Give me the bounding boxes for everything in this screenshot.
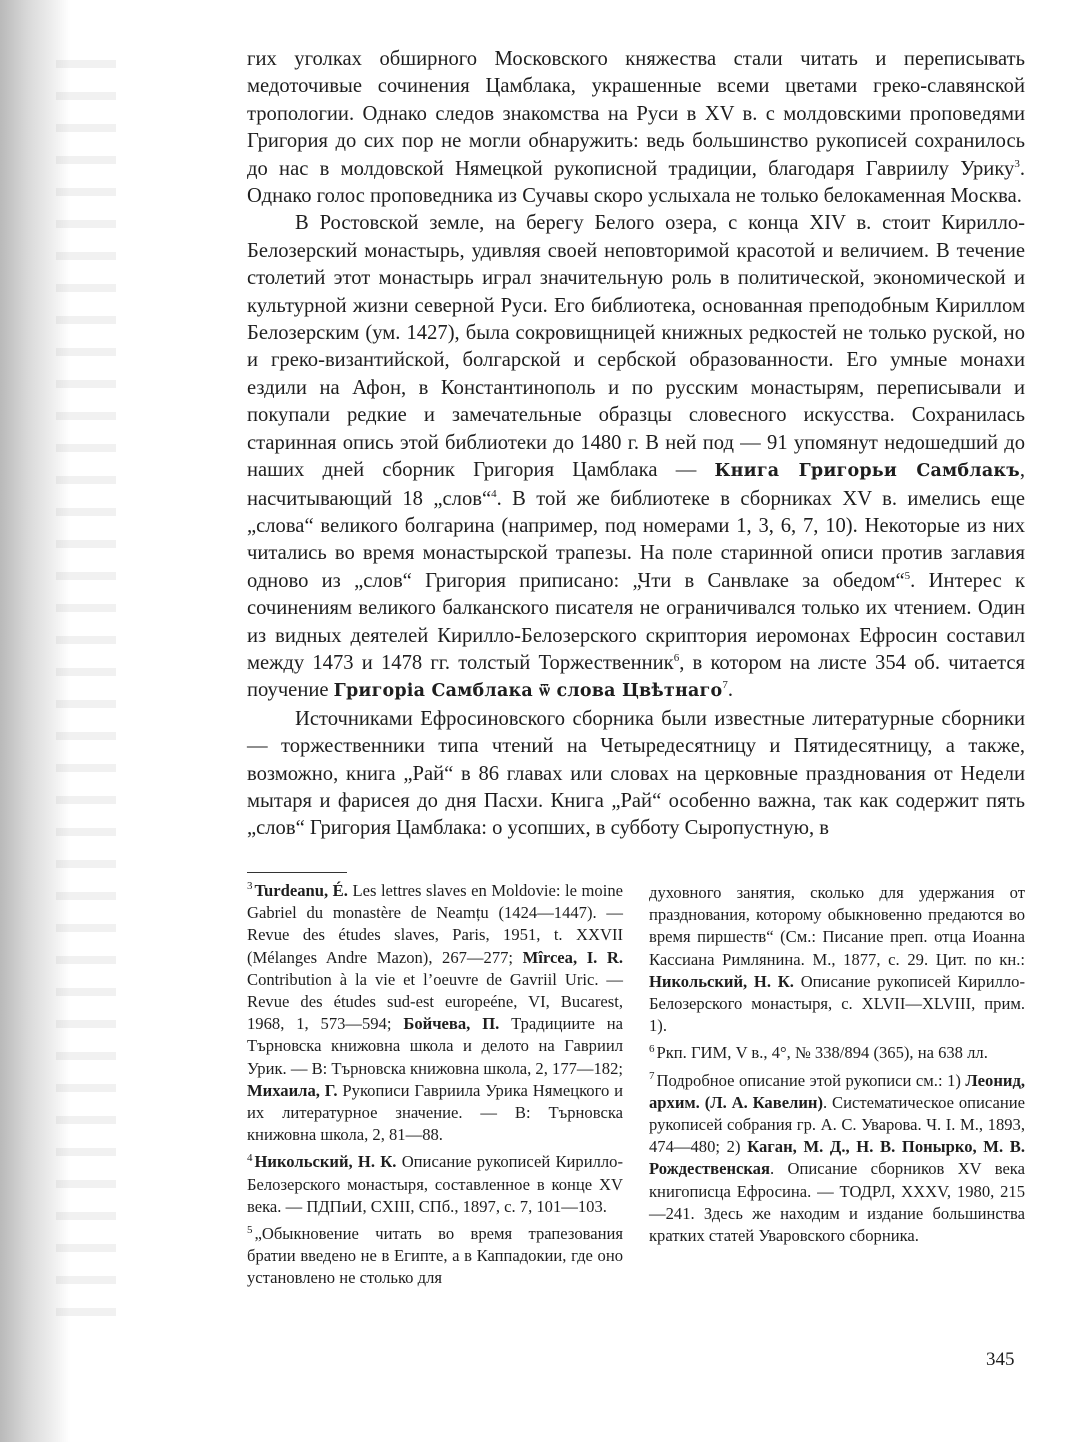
- author-name: Михаила, Г.: [247, 1080, 338, 1100]
- text-run: Подробное описание этой рукописи см.: 1): [656, 1070, 966, 1090]
- footnotes-right-column: [649, 882, 1025, 1247]
- footnote-ref: 5: [904, 569, 911, 582]
- facing-page-bleed-through: [56, 60, 116, 1340]
- footnote-ref: 3: [1014, 157, 1020, 170]
- text-run: Описание рукописей Кирилло-Белозерского монастыря, составленное в конце XV века. — ПДПиИ, CXIII, СПб., 1897, с. 7, 101—103.: [247, 1152, 623, 1216]
- paragraph: [247, 46, 1025, 210]
- author-name: Каган, М. Д., Н. В. Понырко, М. В. Рождественская: [649, 1137, 1025, 1179]
- text-run: . Описание сборников XV века книгописца Ефросина. — ТОДРЛ, XXXV, 1980, 215—241. Здесь же находим и издание большинства кратких статей Уваровского сборника.: [649, 1159, 1025, 1246]
- text-run: , в котором на листе 354 об. читается поучение: [247, 651, 1025, 702]
- author-name: Никольский, Н. К.: [254, 1152, 397, 1172]
- author-name: Turdeanu, É.: [254, 881, 348, 900]
- footnote: [247, 1223, 623, 1290]
- text-run: . Интерес к сочинениям великого балканского писателя не ограничивался только их чтением. Один из видных деятелей Кирилло-Белозерского скриптория иеромонах Ефросин составил между 1473 и 1478 гг. толстый Торжественник: [247, 569, 1025, 674]
- footnote-number: 7: [649, 1070, 655, 1083]
- footnote-ref: 4: [491, 487, 497, 500]
- main-text: [247, 46, 1025, 843]
- footnote-number: 4: [247, 1151, 253, 1164]
- text-run: Рукописи Гавриила Урика Нямецкого и их литературное значение. — В: Търновска книжовна школа, 2, 81—88.: [247, 1080, 623, 1145]
- footnote-separator: [247, 872, 347, 873]
- footnote-number: 3: [247, 880, 253, 893]
- text-run: .: [727, 679, 733, 702]
- footnote: [247, 1151, 623, 1218]
- church-slavonic-title: Григоріа Самблака ѿ слова Цвѣтнаго: [333, 681, 723, 702]
- text-run: В Ростовской земле, на берегу Белого озера, с конца XIV в. стоит Кирилло-Белозерский монастырь, удивляя своей неповторимой красотой и величием. В течение столетий этот монастырь играл значительную роль в политической, экономической и культурной жизни северной Руси. Его библиотека, основанная преподобным Кириллом Белозерским (ум. 1427), была сокровищницей книжных редкостей не только руской, но и греко-византийской, болгарской и сербской образованности. Его умные монахи ездили на Афон, в Константинополь и по русским монастырям, переписывали и покупали редкие и замечательные образцы словесного искусства. Сохранилась старинная опись этой библиотеки до 1480 г. В ней под — 91 упомянут недошедший до наших дней сборник Григория Цамблака —: [247, 212, 1025, 482]
- footnote: [649, 1070, 1025, 1248]
- text-run: Ркп. ГИМ, V в., 4°, № 338/894 (365), на 638 лл.: [656, 1043, 988, 1063]
- text-run: . В той же библиотеке в сборниках XV в. имелись еще „слова“ великого болгарина (например, под номерами 1, 3, 6, 7, 10). Некоторые из них читались во время монастырской трапезы. На поле старинной описи против заглавия одново из „слов“ Григория приписано: „Чти в Санвлаке за обедом“: [247, 487, 1025, 592]
- text-run: гих уголках обширного Московского княжества стали читать и переписывать медоточивые сочинения Цамблака, украшенные всеми цветами греко-славянской тропологии. Однако следов знакомства на Руси в XV в. с молдовскими проповедями Григория до сих пор не могли обнаружить: ведь большинство рукописей сохранилось до нас в молдовской Нямецкой рукописной традиции, благодаря Гавриилу Урику: [247, 48, 1025, 180]
- text-run: . Систематическое описание рукописей собрания гр. А. С. Уварова. Ч. I. М., 1893, 474—480; 2): [649, 1092, 1025, 1157]
- footnote-ref: 6: [673, 652, 680, 665]
- paragraph: [247, 210, 1025, 705]
- text-run: Источниками Ефросиновского сборника были известные литературные сборники — торжественники типа чтений на Четыредесятницу и Пятидесятницу, а также, возможно, книга „Рай“ в 86 главах или словах на церковные празднования от Недели мытаря и фарисея до дня Пасхи. Книга „Рай“ особенно важна, так как содержит пять „слов“ Григория Цамблака: о усопших, в субботу Сыропустную, в: [247, 707, 1025, 840]
- text-run: духовного занятия, сколько для удержания от празднования, которому обыкновенно предаются во время пиршеств“ (См.: Писание преп. отца Иоанна Кассиана Римлянина. М., 1877, с. 29. Цит. по кн.:: [649, 883, 1025, 969]
- page-number: 345: [986, 1349, 1015, 1370]
- footnote-number: 6: [649, 1042, 655, 1055]
- text-run: . Однако голос проповедника из Сучавы скоро услыхала не только белокаменная Москва.: [247, 157, 1025, 208]
- footnote-number: 5: [247, 1223, 253, 1236]
- text-run: , насчитывающий 18 „слов“: [247, 459, 1025, 510]
- text-run: „Обыкновение читать во время трапезования братии введено не в Египте, а в Каппадокии, где оно установлено не столько для: [247, 1224, 623, 1288]
- text-run: Les lettres slaves en Moldovie: le moine Gabriel du monastère de Neamțu (1424—1447). — Revue des études slaves, Paris, 1951, t. XXVII (Mélanges Andre Mazon), 267—277;: [247, 881, 624, 967]
- text-run: Описание рукописей Кирилло-Белозерского монастыря, с. XLVII—XLVIII, прим. 1).: [649, 971, 1025, 1036]
- footnotes-left-column: [247, 880, 623, 1290]
- footnote: [649, 1042, 1025, 1064]
- text-run: Традициите на Търновска книжовна школа и делото на Гавриил Урик. — В: Търновска книжовна школа, 2, 177—182;: [247, 1014, 624, 1078]
- author-name: Леонид, архим.: [649, 1070, 1025, 1112]
- footnote: [247, 880, 623, 1146]
- footnote: [649, 882, 1025, 1037]
- author-name: (Л. А. Кавелин): [704, 1092, 824, 1112]
- author-name: Никольский, Н. К.: [649, 971, 794, 991]
- author-name: Бойчева, П.: [403, 1014, 500, 1034]
- church-slavonic-title: Книга Григорьи Самблакъ: [714, 461, 1020, 482]
- paragraph: [247, 706, 1025, 843]
- author-name: Mîrcea, I. R.: [522, 947, 623, 967]
- text-run: Contribution à la vie et l’oeuvre de Gavriil Uric. — Revue des études sud-est europeéne, VI, Bucarest, 1968, 1, 573—594;: [247, 969, 623, 1034]
- footnote-ref: 7: [722, 679, 728, 692]
